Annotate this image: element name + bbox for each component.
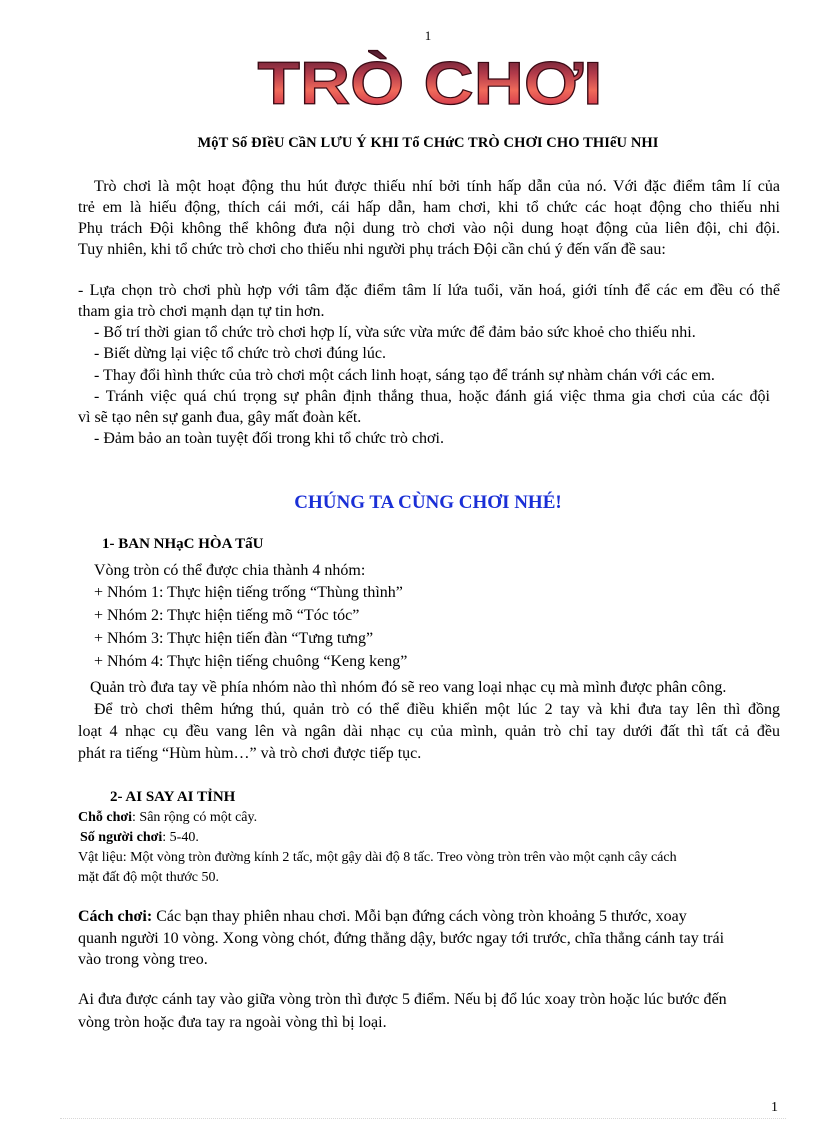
page-title [250,48,610,112]
note-line-2: tham gia trò chơi mạnh dạn tự tin hơn. [78,303,325,320]
title-wordart [250,48,610,112]
intro-line-1: Trò chơi là một hoạt động thu hút được thiếu nhí bởi tính hấp dẫn của nó. Với đặc điểm tâm lí của [94,178,780,195]
game2-how-2: quanh người 10 vòng. Xong vòng chót, đứng thẳng dậy, bước ngay tới trước, chĩa thẳng cánh tay trái [78,930,725,947]
note-line-3: - Bố trí thời gian tổ chức trò chơi hợp lí, vừa sức vừa mức để đảm bảo sức khoẻ cho thiếu nhi. [94,324,696,341]
play-heading: CHÚNG TA CÙNG CHƠI NHÉ! [294,492,562,513]
game1-line-2: + Nhóm 1: Thực hiện tiếng trống “Thùng thình” [94,584,403,601]
note-line-1: - Lựa chọn trò chơi phù hợp với tâm đặc điểm tâm lí lứa tuổi, văn hoá, giới tính để các em đều có thể [78,282,780,299]
game2-place-value: : Sân rộng có một cây. [132,810,258,825]
game2-materials-2: mặt đất độ một thước 50. [78,870,219,885]
game2-place [78,808,257,828]
game2-place-label: Chỗ chơi [78,810,133,825]
intro-line-4: Tuy nhiên, khi tổ chức trò chơi cho thiếu nhi người phụ trách Đội cần chú ý đến vấn đề sau: [78,241,666,258]
note-line-6: - Tránh việc quá chú trọng sự phân định thắng thua, hoặc đánh giá việc thma gia chơi của các đội [94,388,770,405]
game1-line-6: Quản trò đưa tay về phía nhóm nào thì nhóm đó sẽ reo vang loại nhạc cụ mà mình được phân công. [90,679,727,696]
game2-how-text: Các bạn thay phiên nhau chơi. Mỗi bạn đứng cách vòng tròn khoảng 5 thước, xoay [152,908,687,925]
game2-title: 2- AI SAY AI TỈNH [110,789,236,805]
intro-line-3: Phụ trách Đội không thể không đưa nội dung trò chơi vào nội dung hoạt động của liên đội, chi đội. [78,220,780,237]
subtitle: MộT Số ĐIềU CầN LƯU Ý KHI Tổ CHứC TRÒ CHƠI CHO THIếU NHI [197,135,659,151]
game2-score-1: Ai đưa được cánh tay vào giữa vòng tròn thì được 5 điểm. Nếu bị đổ lúc xoay tròn hoặc lúc bước đến [78,991,727,1008]
game2-materials-1: Vật liệu: Một vòng tròn đường kính 2 tấc, một gậy dài độ 8 tấc. Treo vòng tròn trên vào một cạnh cây cách [78,850,677,865]
note-line-4: - Biết dừng lại việc tổ chức trò chơi đúng lúc. [94,345,386,362]
intro-line-2: trẻ em là hiếu động, thích cái mới, cái hấp dẫn, ham chơi, khi tổ chức các hoạt động cho thiếu nhi [78,199,780,216]
note-line-7: vì sẽ tạo nên sự ganh đua, gây mất đoàn kết. [78,409,362,426]
game1-line-1: Vòng tròn có thể được chia thành 4 nhóm: [94,562,366,579]
game1-line-7: Để trò chơi thêm hứng thú, quản trò có thể điều khiển một lúc 2 tay và khi đưa tay lên thì đồng [94,701,780,718]
svg-text:TRÒ CHƠI: TRÒ CHƠI [257,50,603,112]
game2-players [80,828,199,848]
game1-line-4: + Nhóm 3: Thực hiện tiến đàn “Tưng tưng” [94,630,374,647]
note-line-5: - Thay đổi hình thức của trò chơi một cách linh hoạt, sáng tạo để tránh sự nhàm chán với các em. [94,367,715,384]
footer-dotted-line [60,1118,786,1119]
game2-how-3: vào trong vòng treo. [78,951,208,968]
note-line-8: - Đảm bảo an toàn tuyệt đối trong khi tổ chức trò chơi. [94,430,444,447]
game1-line-3: + Nhóm 2: Thực hiện tiếng mõ “Tóc tóc” [94,607,360,624]
game2-players-label: Số người chơi [80,830,163,845]
game2-score-2: vòng tròn hoặc đưa tay ra ngoài vòng thì bị loại. [78,1014,387,1031]
game2-how-1 [78,907,687,927]
game1-title: 1- BAN NHạC HÒA TấU [102,536,264,552]
game1-line-5: + Nhóm 4: Thực hiện tiếng chuông “Keng keng” [94,653,408,670]
page-number-top: 1 [424,28,432,43]
game2-players-value: : 5-40. [162,830,199,845]
game1-line-9: phát ra tiếng “Hùm hùm…” và trò chơi được tiếp tục. [78,745,422,762]
page-number-bottom: 1 [771,1100,778,1115]
game2-how-label: Cách chơi: [78,908,153,925]
game1-line-8: loạt 4 nhạc cụ đều vang lên và ngân dài nhạc cụ của mình, quản trò chỉ tay dưới đất thì tất cả đều [78,723,780,740]
